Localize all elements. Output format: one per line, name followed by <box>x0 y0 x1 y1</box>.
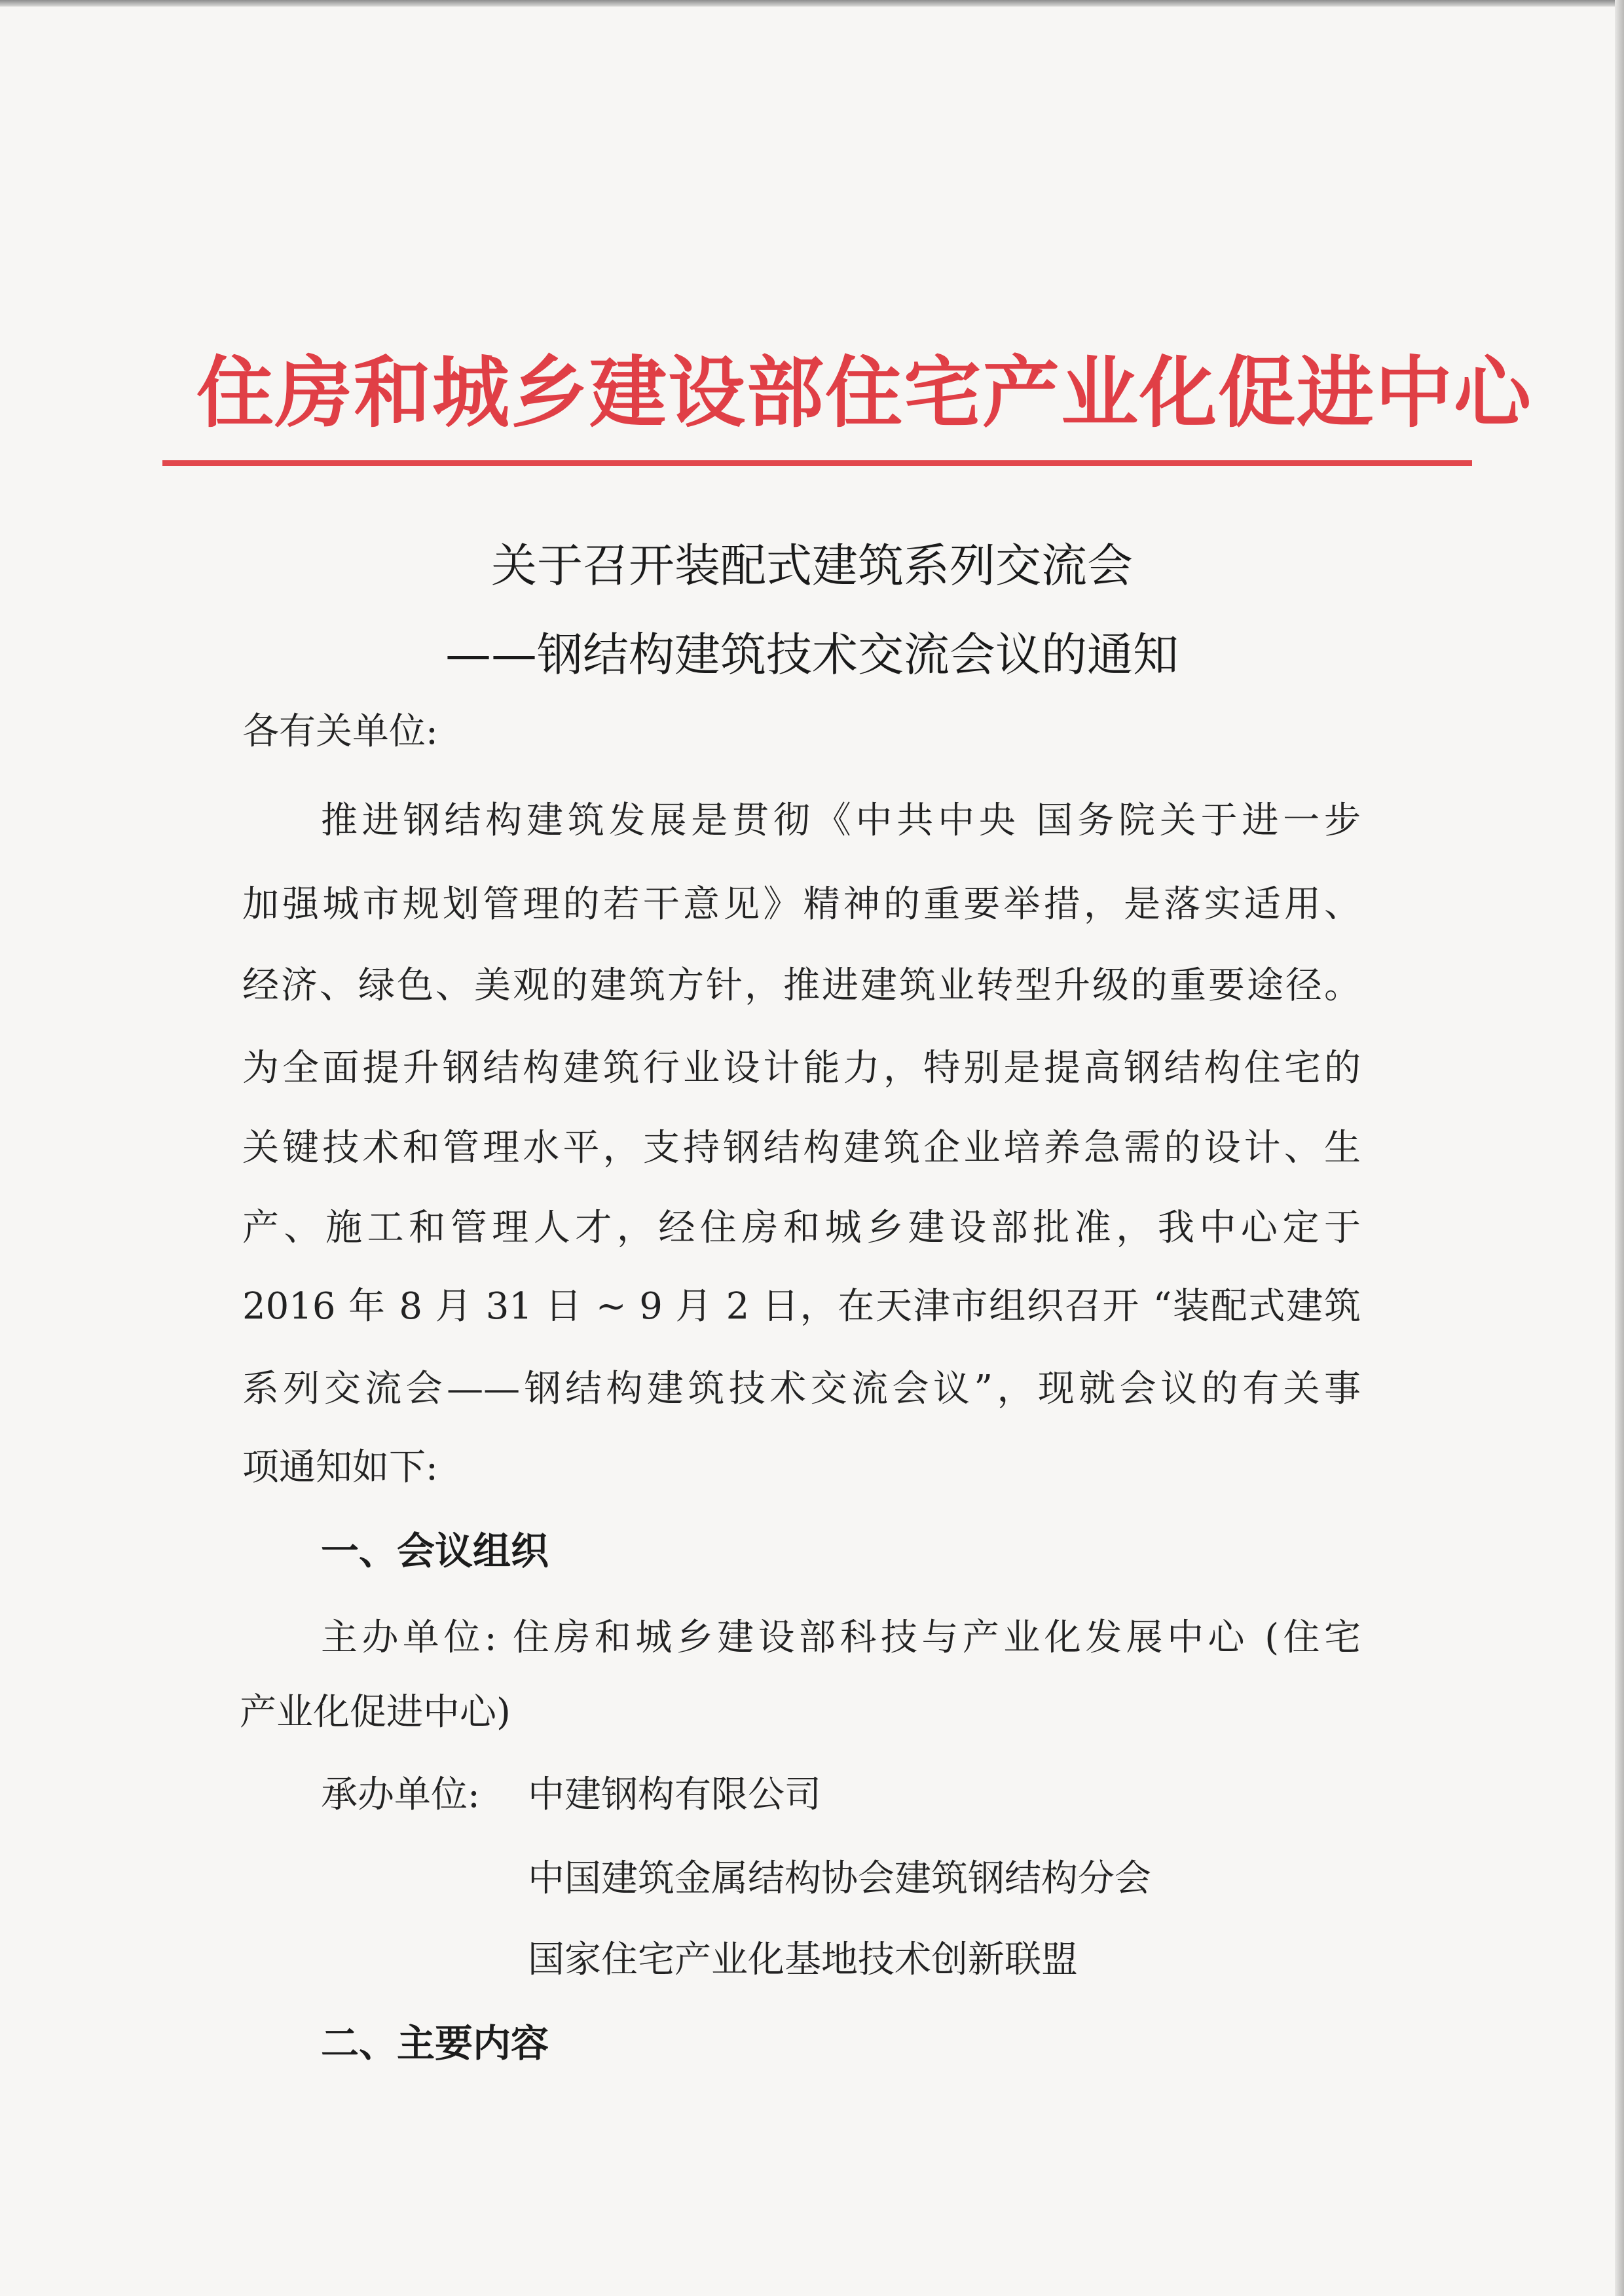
intro-line: 关键技术和管理水平，支持钢结构建筑企业培养急需的设计、生 <box>242 1127 1361 1169</box>
scan-edge-top <box>0 0 1624 7</box>
letterhead-title: 住房和城乡建设部住宅产业化促进中心 <box>196 347 1533 438</box>
section-2-heading: 二、主要内容 <box>321 2021 549 2066</box>
intro-line: 推进钢结构建筑发展是贯彻《中共中央 国务院关于进一步 <box>321 799 1361 842</box>
host-line-2: 产业化促进中心) <box>240 1691 511 1734</box>
notice-title-line-1: 关于召开装配式建筑系列交流会 <box>491 539 1133 592</box>
intro-line: 加强城市规划管理的若干意见》精神的重要举措，是落实适用、 <box>242 883 1361 926</box>
intro-line: 经济、绿色、美观的建筑方针，推进建筑业转型升级的重要途径。 <box>242 964 1361 1007</box>
section-1-heading: 一、会议组织 <box>321 1529 549 1573</box>
intro-line: 项通知如下: <box>242 1446 438 1489</box>
intro-line: 2016 年 8 月 31 日 ~ 9 月 2 日，在天津市组织召开 “装配式建筑 <box>242 1285 1361 1328</box>
organizer-item: 中建钢构有限公司 <box>528 1774 821 1816</box>
notice-title-line-2: ——钢结构建筑技术交流会议的通知 <box>445 628 1179 682</box>
letterhead-red-rule <box>162 460 1472 466</box>
host-line-1: 主办单位: 住房和城乡建设部科技与产业化发展中心 (住宅 <box>321 1616 1361 1659</box>
organizer-item: 国家住宅产业化基地技术创新联盟 <box>528 1939 1078 1981</box>
organizer-label: 承办单位: <box>321 1774 480 1816</box>
salutation: 各有关单位: <box>242 710 438 753</box>
intro-line: 系列交流会——钢结构建筑技术交流会议”，现就会议的有关事 <box>242 1368 1361 1410</box>
scan-edge-right <box>1615 0 1624 2296</box>
intro-line: 为全面提升钢结构建筑行业设计能力，特别是提高钢结构住宅的 <box>242 1047 1361 1089</box>
organizer-item: 中国建筑金属结构协会建筑钢结构分会 <box>528 1857 1151 1900</box>
intro-line: 产、施工和管理人才，经住房和城乡建设部批准，我中心定于 <box>242 1207 1361 1249</box>
